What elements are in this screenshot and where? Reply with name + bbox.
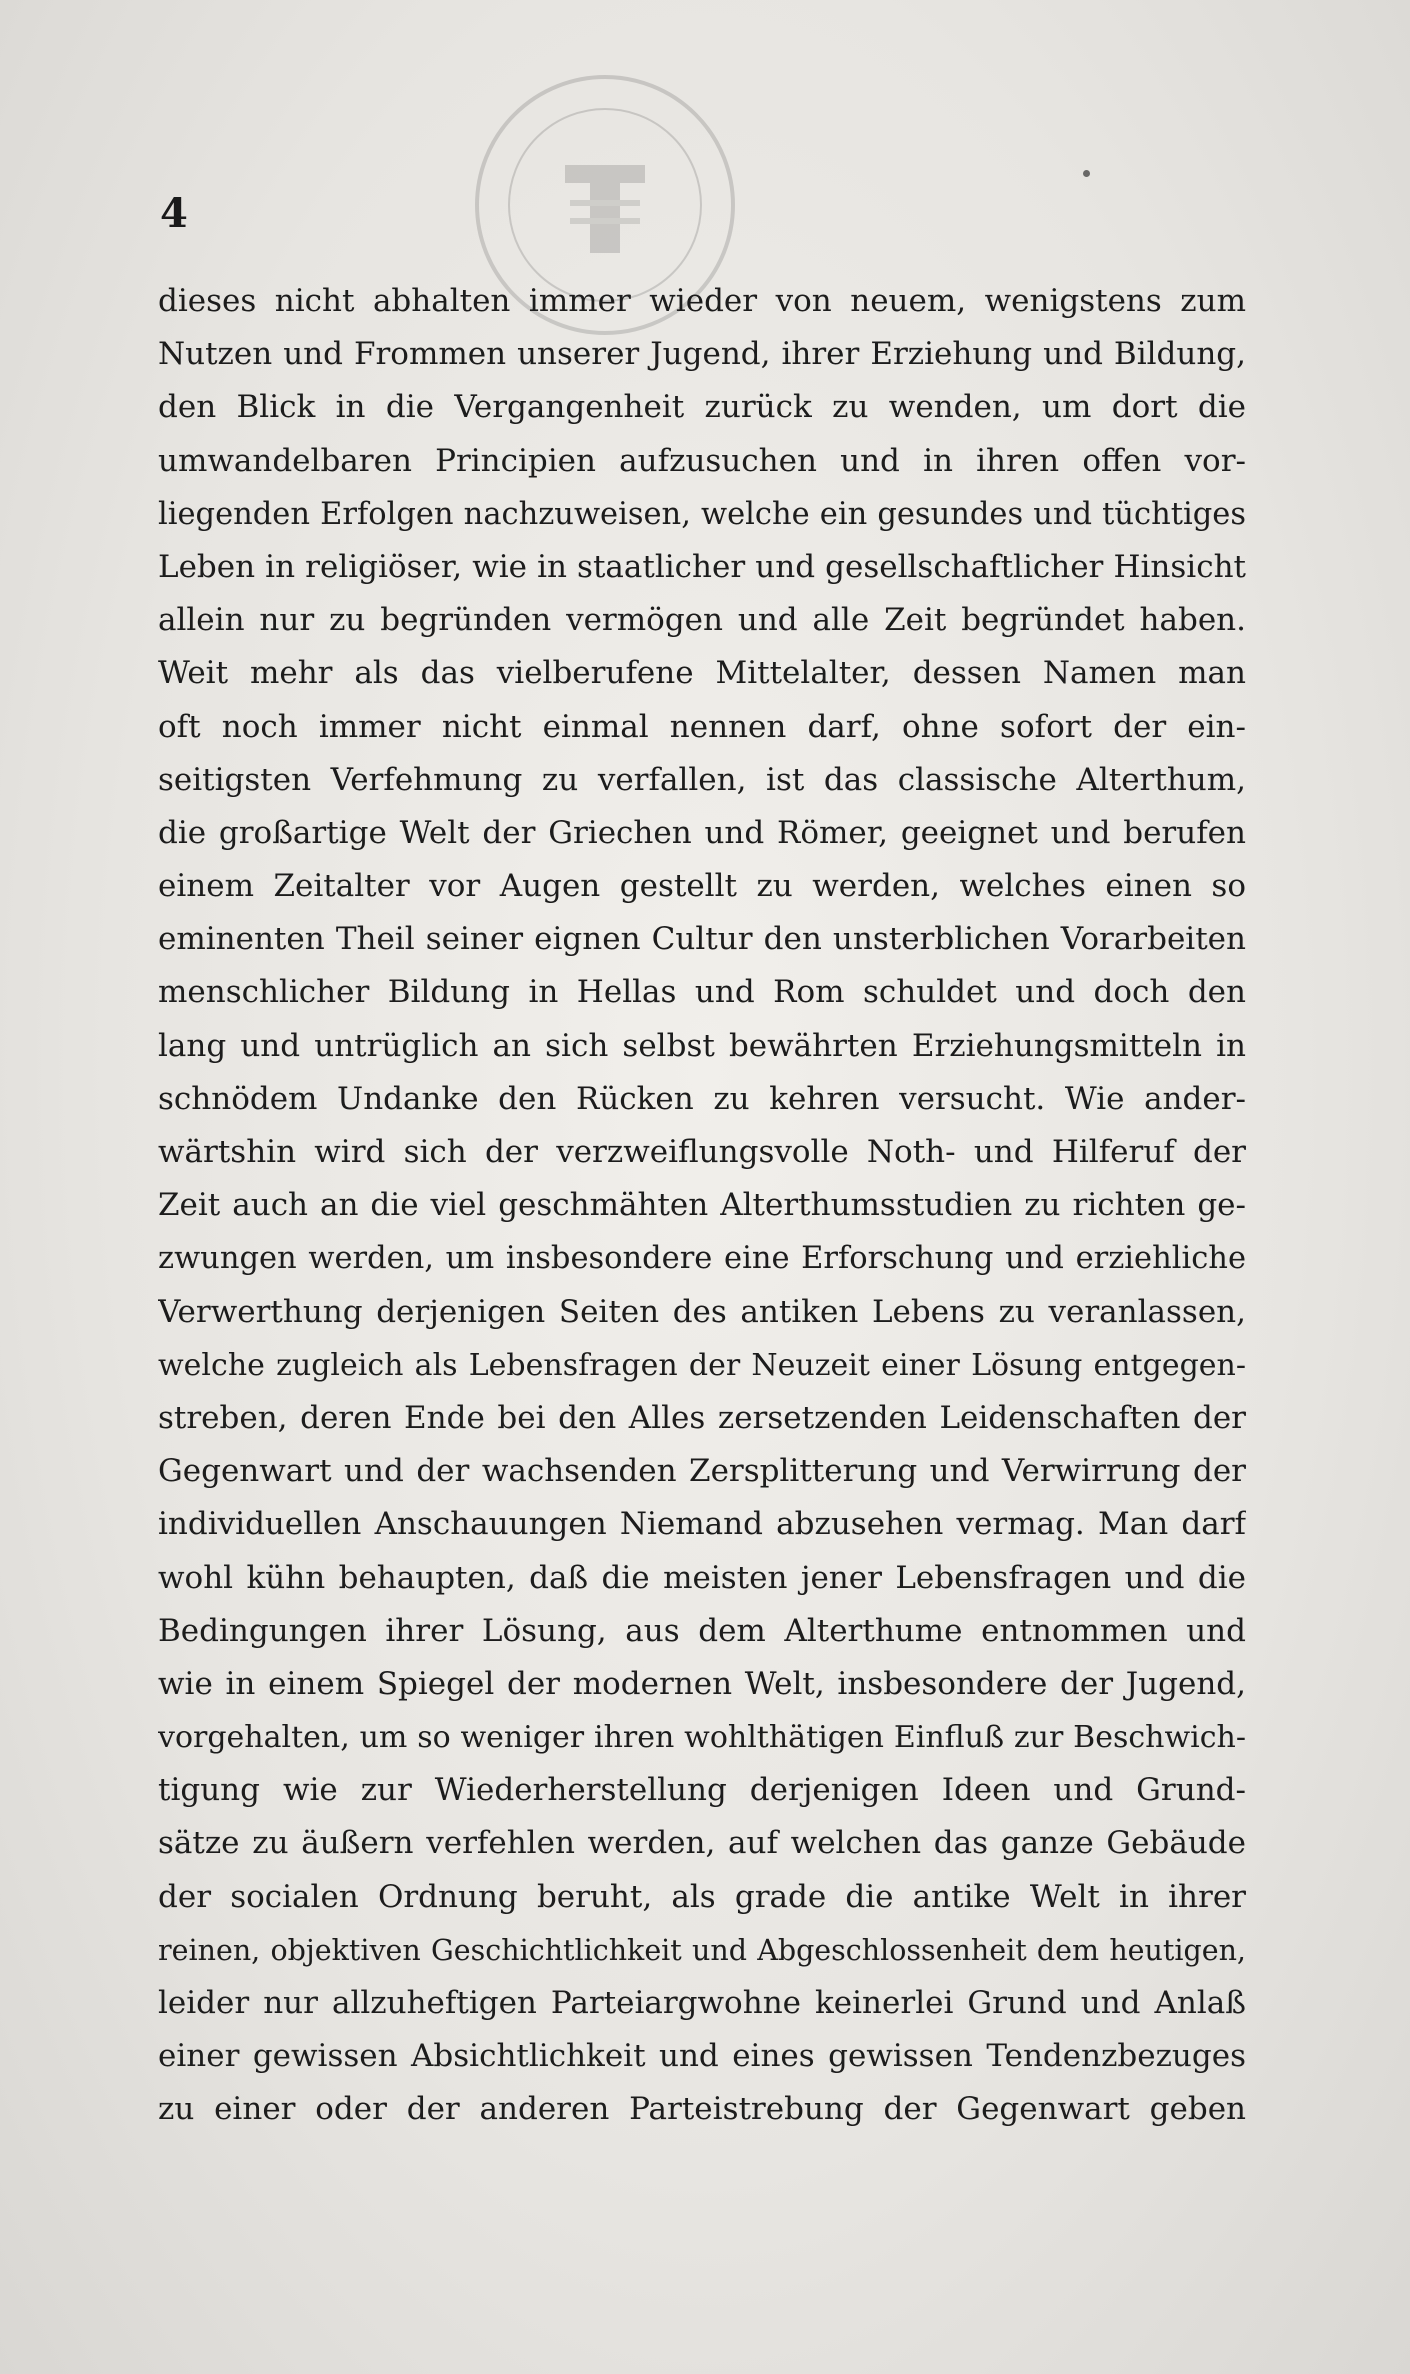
ink-dot [1083,170,1090,177]
text-line: reinen, objektiven Geschichtlichkeit und Abgeschlossenheit dem heutigen, [158,1933,1246,1967]
text-line: tigung wie zur Wiederherstellung derjenigen Ideen und Grund- [158,1772,1246,1809]
text-line: eminenten Theil seiner eignen Cultur den unsterblichen Vorarbeiten [158,921,1246,958]
text-line: der socialen Ordnung beruht, als grade die antike Welt in ihrer [158,1878,1246,1915]
text-line: umwandelbaren Principien aufzusuchen und in ihren offen vor- [158,442,1246,479]
text-line: vorgehalten, um so weniger ihren wohlthätigen Einfluß zur Beschwich- [158,1720,1246,1756]
text-line: seitigsten Verfehmung zu verfallen, ist das classische Alterthum, [158,761,1246,798]
text-line: wärtshin wird sich der verzweiflungsvolle Noth- und Hilferuf der [158,1134,1246,1170]
text-line: zu einer oder der anderen Parteistrebung der Gegenwart geben [158,2091,1246,2128]
text-line: lang und untrüglich an sich selbst bewährten Erziehungsmitteln in [158,1027,1246,1064]
text-line: einem Zeitalter vor Augen gestellt zu werden, welches einen so [158,868,1246,905]
text-line: Zeit auch an die viel geschmähten Alterthumsstudien zu richten ge- [158,1187,1246,1224]
text-line: Nutzen und Frommen unserer Jugend, ihrer Erziehung und Bildung, [158,336,1246,373]
text-line: wohl kühn behaupten, daß die meisten jener Lebensfragen und die [158,1559,1246,1596]
text-line: oft noch immer nicht einmal nennen darf, ohne sofort der ein- [158,708,1246,745]
text-line: menschlicher Bildung in Hellas und Rom schuldet und doch den [158,974,1246,1011]
text-line: Weit mehr als das vielberufene Mittelalter, dessen Namen man [158,655,1246,692]
text-line: die großartige Welt der Griechen und Römer, geeignet und berufen [158,814,1246,851]
text-line: liegenden Erfolgen nachzuweisen, welche ein gesundes und tüchtiges [158,496,1246,532]
text-line: sätze zu äußern verfehlen werden, auf welchen das ganze Gebäude [158,1825,1246,1862]
text-line: einer gewissen Absichtlichkeit und eines gewissen Tendenzbezuges [158,2038,1246,2075]
text-line: allein nur zu begründen vermögen und alle Zeit begründet haben. [158,602,1246,639]
text-line: Gegenwart und der wachsenden Zersplitterung und Verwirrung der [158,1453,1246,1490]
text-line: individuellen Anschauungen Niemand abzusehen vermag. Man darf [158,1506,1246,1543]
text-line: leider nur allzuheftigen Parteiargwohne keinerlei Grund und Anlaß [158,1985,1246,2021]
text-line: welche zugleich als Lebensfragen der Neuzeit einer Lösung entgegen- [158,1347,1246,1383]
text-line: Bedingungen ihrer Lösung, aus dem Alterthume entnommen und [158,1612,1246,1649]
body-text [158,275,1246,2137]
text-line: dieses nicht abhalten immer wieder von neuem, wenigstens zum [158,283,1246,319]
text-line: Leben in religiöser, wie in staatlicher und gesellschaftlicher Hinsicht [158,548,1246,585]
text-line: Verwerthung derjenigen Seiten des antiken Lebens zu veranlassen, [158,1293,1246,1330]
text-line: streben, deren Ende bei den Alles zersetzenden Leidenschaften der [158,1399,1246,1436]
text-line: den Blick in die Vergangenheit zurück zu wenden, um dort die [158,389,1246,426]
text-line: zwungen werden, um insbesondere eine Erforschung und erziehliche [158,1241,1246,1277]
text-line: schnödem Undanke den Rücken zu kehren versucht. Wie ander- [158,1080,1246,1117]
page-number: 4 [160,190,188,237]
text-line: wie in einem Spiegel der modernen Welt, insbesondere der Jugend, [158,1665,1246,1702]
